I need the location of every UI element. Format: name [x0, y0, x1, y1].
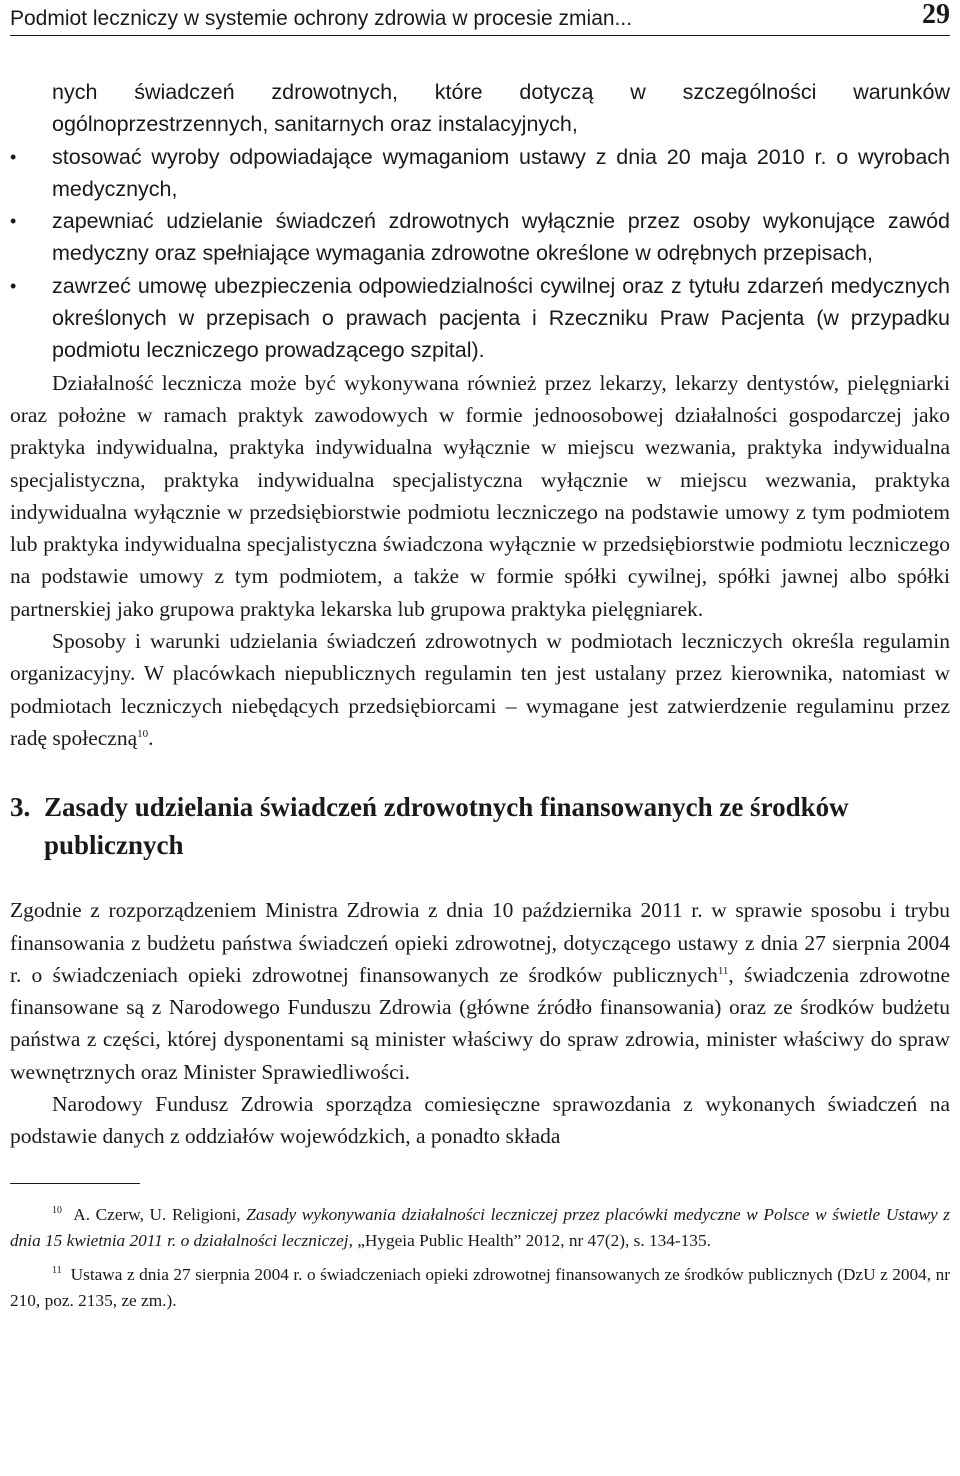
list-item-text: zapewniać udzielanie świadczeń zdrowotnych wyłącznie przez osoby wykonujące zawód medyczny oraz spełniające wymagania zdrowotne określone w odrębnych przepisach,	[52, 209, 950, 266]
paragraph	[10, 894, 950, 1088]
section-title: Zasady udzielania świadczeń zdrowotnych finansowanych ze środków publicznych	[44, 792, 849, 861]
footnote-separator	[10, 1183, 140, 1184]
footnote-source: , „Hygeia Public Health” 2012, nr 47(2), s. 134-135.	[348, 1230, 711, 1250]
paragraph: Narodowy Fundusz Zdrowia sporządza comiesięczne sprawozdania z wykonanych świadczeń na podstawie danych z oddziałów wojewódzkich, a ponadto składa	[10, 1092, 950, 1149]
footnote-number: 11	[52, 1264, 62, 1276]
footnote	[10, 1202, 950, 1254]
paragraph: Działalność lecznicza może być wykonywana również przez lekarzy, lekarzy dentystów, pielęgniarki oraz położne w ramach praktyk zawodowych w formie jednoosobowej działalności gospodarczej jako praktyka indywidualna, praktyka indywidualna wyłącznie w miejscu wezwania, praktyka indywidualna specjalistyczna, praktyka indywidualna specjalistyczna wyłącznie w miejscu wezwania, praktyka indywidualna wyłącznie w przedsiębiorstwie podmiotu leczniczego na podstawie umowy z tym podmiotem lub praktyka indywidualna specjalistyczna świadczona wyłącznie w przedsiębiorstwie podmiotu leczniczego na podstawie umowy z tym podmiotem, a także w formie spółki cywilnej, spółki jawnej albo spółki partnerskiej jako grupowa praktyka lekarska lub grupowa praktyka pielęgniarek.	[10, 370, 950, 621]
footnote-title: Zasady wykonywania działalności leczniczej przez placówki medyczne w Polsce w świetle Ustawy z dnia 15 kwietnia 2011 r. o działalności leczniczej	[10, 1204, 951, 1250]
paragraph-text: Zgodnie z rozporządzeniem Ministra Zdrowia z dnia 10 października 2011 r. w sprawie sposobu i trybu finansowania z budżetu państwa świadczeń opieki zdrowotnej, dotyczącego ustawy z dnia 27 sierpnia 2004 r. o świadczeniach opieki zdrowotnej finansowanych ze środków publicznych	[10, 898, 950, 987]
footnote-ref[interactable]: 10	[137, 727, 149, 740]
requirements-list	[10, 76, 950, 367]
paragraph-text: Sposoby i warunki udzielania świadczeń zdrowotnych w podmiotach leczniczych określa regulamin organizacyjny. W placówkach niepublicznych regulamin ten jest ustalany przez kierownika, natomiast w podmiotach leczniczych niebędących przedsiębiorcami – wymagane jest zatwierdzenie regulaminu przez radę społeczną	[10, 629, 950, 750]
list-item-text: nych świadczeń zdrowotnych, które dotyczą w szczególności warunków ogólnoprzestrzennych, sanitarnych oraz instalacyjnych,	[52, 80, 950, 137]
footnote-number: 10	[52, 1204, 62, 1216]
bullet-marker: •	[10, 146, 17, 167]
bullet-marker: •	[10, 211, 17, 232]
list-item	[10, 76, 950, 141]
footnote	[10, 1262, 950, 1314]
paragraph-text: , świadczenia zdrowotne finansowane są z Narodowego Funduszu Zdrowia (główne źródło finansowania) oraz ze środków budżetu państwa z części, której dysponentami są minister właściwy do spraw zdrowia, minister właściwy do spraw wewnętrznych oraz Minister Sprawiedliwości.	[10, 962, 950, 1084]
paragraph	[10, 625, 950, 754]
section-number: 3.	[10, 792, 31, 823]
list-item	[10, 141, 950, 206]
body-text-2	[10, 894, 950, 1152]
paragraph-end: .	[148, 725, 154, 750]
list-item	[10, 270, 950, 367]
footnotes	[10, 1202, 950, 1314]
running-header	[10, 0, 950, 36]
running-title: Podmiot leczniczy w systemie ochrony zdrowia w procesie zmian...	[10, 7, 633, 30]
footnote-ref[interactable]: 11	[717, 964, 729, 977]
list-item	[10, 205, 950, 270]
footnote-authors: A. Czerw, U. Religioni,	[73, 1204, 247, 1224]
bullet-marker: •	[10, 275, 17, 296]
list-item-text: stosować wyroby odpowiadające wymaganiom ustawy z dnia 20 maja 2010 r. o wyrobach medycznych,	[52, 144, 950, 201]
list-item-text: zawrzeć umowę ubezpieczenia odpowiedzialności cywilnej oraz z tytułu zdarzeń medycznych określonych w przepisach o prawach pacjenta i Rzeczniku Praw Pacjenta (w przypadku podmiotu leczniczego prowadzącego szpital).	[52, 273, 950, 363]
body-text-1	[10, 367, 950, 755]
footnote-text: Ustawa z dnia 27 sierpnia 2004 r. o świadczeniach opieki zdrowotnej finansowanych ze środków publicznych (DzU z 2004, nr 210, poz. 2135, ze zm.).	[10, 1264, 950, 1310]
section-heading	[10, 788, 950, 864]
page-number: 29	[922, 0, 950, 30]
